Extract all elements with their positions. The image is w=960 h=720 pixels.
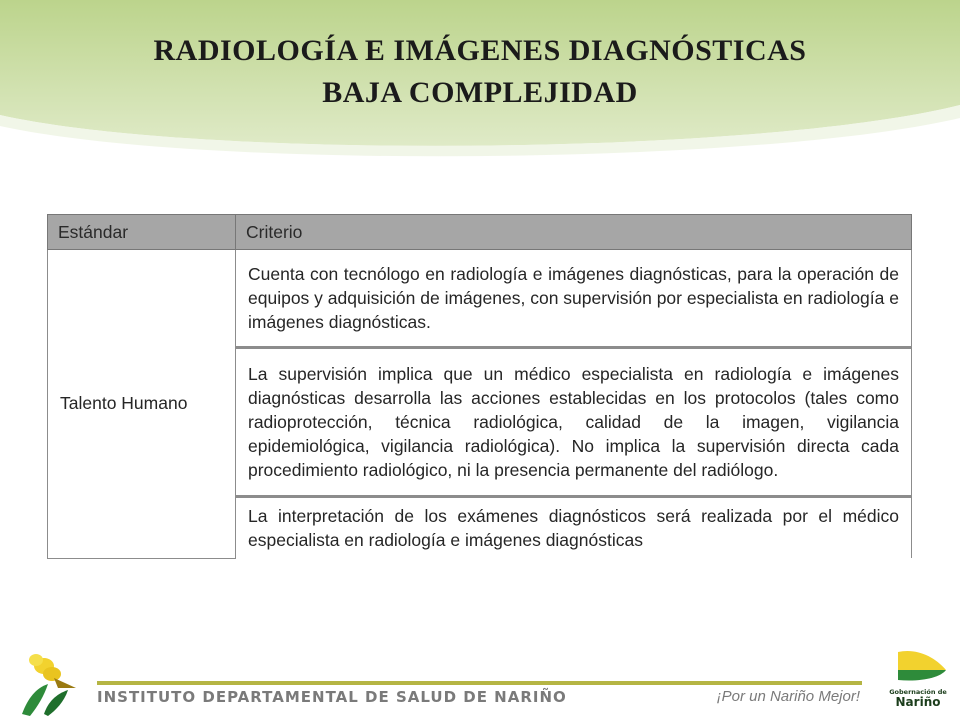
header-criterion: Criterio bbox=[236, 215, 912, 250]
criterion-cell-1: Cuenta con tecnólogo en radiología e imágenes diagnósticas, para la operación de equipos y adquisición de imágenes, con supervisión por especialista en radiología e imágenes diagnósticas. bbox=[236, 250, 912, 348]
footer-institution: INSTITUTO DEPARTAMENTAL DE SALUD DE NARIÑO bbox=[97, 688, 567, 706]
gob-logo-text bbox=[884, 688, 952, 709]
ids-narino-flower-logo bbox=[14, 648, 84, 718]
gob-logo-line1: Gobernación de bbox=[889, 688, 947, 696]
gob-logo-line2: Nariño bbox=[895, 695, 941, 709]
header-standard: Estándar bbox=[48, 215, 236, 250]
criterion-cell-3: La interpretación de los exámenes diagnósticos será realizada por el médico especialista en radiología e imágenes diagnósticas bbox=[236, 497, 912, 559]
standard-cell: Talento Humano bbox=[48, 250, 236, 559]
slide-title-line2: BAJA COMPLEJIDAD bbox=[322, 76, 638, 109]
standards-table bbox=[47, 214, 912, 559]
slide-title-line1: RADIOLOGÍA E IMÁGENES DIAGNÓSTICAS bbox=[153, 34, 807, 67]
table-header-row bbox=[48, 215, 912, 250]
slide-title bbox=[0, 30, 960, 114]
footer-slogan: ¡Por un Nariño Mejor! bbox=[716, 688, 860, 705]
footer-divider bbox=[97, 681, 862, 685]
table-row bbox=[48, 250, 912, 348]
criterion-cell-2: La supervisión implica que un médico especialista en radiología e imágenes diagnósticas desarrolla las acciones establecidas en los protocolos (tales como radioprotección, técnica radiológica, calidad de la imagen, vigilancia epidemiológica, vigilancia radiológica). No implica la supervisión directa cada procedimiento radiológico, ni la presencia permanente del radiólogo. bbox=[236, 348, 912, 497]
